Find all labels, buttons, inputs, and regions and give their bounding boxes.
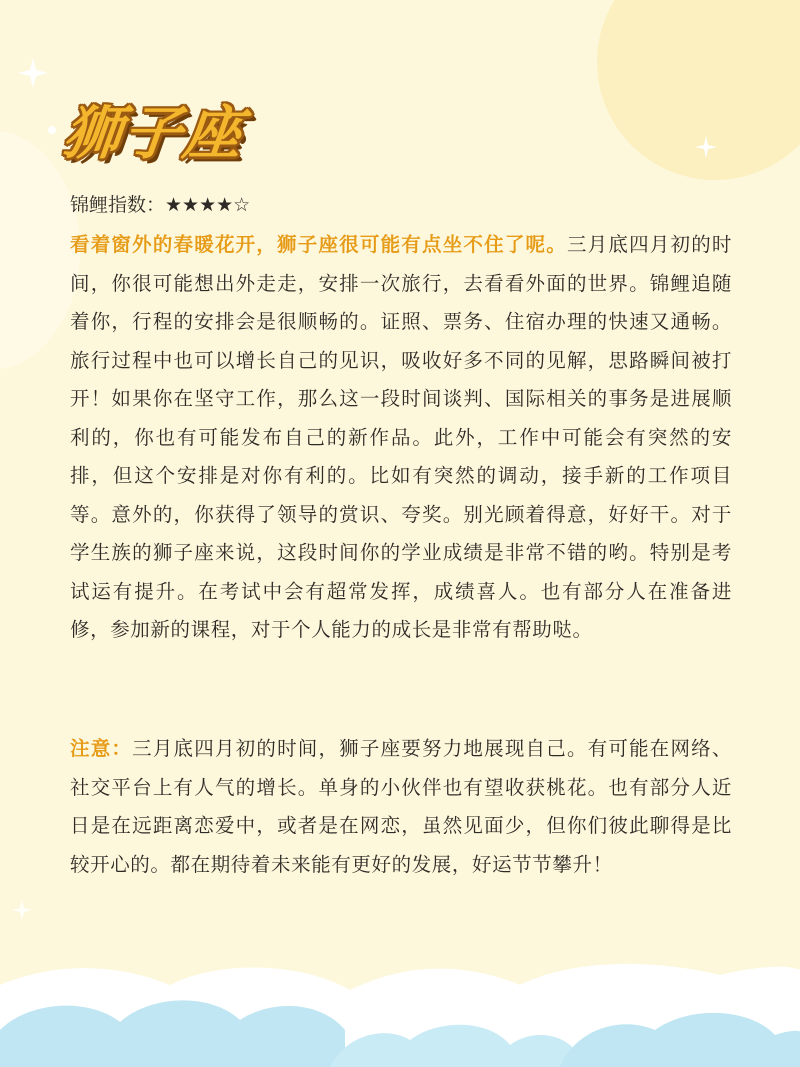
note-label: 注意：	[70, 737, 133, 760]
lucky-index-rating	[70, 190, 250, 220]
paragraph-body: 三月底四月初的时间，你很可能想出外走走，安排一次旅行，去看看外面的世界。锦鲤追随着你，行程的安排会是很顺畅的。证照、票务、住宿办理的快速又通畅。旅行过程中也可以增长自己的见识，吸收好多不同的见解，思路瞬间被打开！如果你在坚守工作，那么这一段时间谈判、国际相关的事务是进展顺利的，你也有可能发布自己的新作品。此外，工作中可能会有突然的安排，但这个安排是对你有利的。比如有突然的调动，接手新的工作项目等。意外的，你获得了领导的赏识、夸奖。别光顾着得意，好好干。对于学生族的狮子座来说，这段时间你的学业成绩是非常不错的哟。特别是考试运有提升。在考试中会有超常发挥，成绩喜人。也有部分人在准备进修，参加新的课程，对于个人能力的成长是非常有帮助哒。	[70, 233, 732, 641]
page-title: 狮子座	[59, 99, 248, 167]
fortune-paragraph	[70, 226, 732, 650]
paragraph-highlight: 看着窗外的春暖花开，狮子座很可能有点坐不住了呢。	[70, 233, 567, 256]
note-body: 三月底四月初的时间，狮子座要努力地展现自己。有可能在网络、社交平台上有人气的增长。单身的小伙伴也有望收获桃花。也有部分人近日是在远距离恋爱中，或者是在网恋，虽然见面少，但你们彼此聊得是比较开心的。都在期待着未来能有更好的发展，好运节节攀升！	[70, 737, 732, 876]
rating-stars: ★★★★☆	[165, 194, 251, 216]
rating-label: 锦鲤指数：	[70, 194, 166, 216]
note-paragraph	[70, 730, 732, 884]
